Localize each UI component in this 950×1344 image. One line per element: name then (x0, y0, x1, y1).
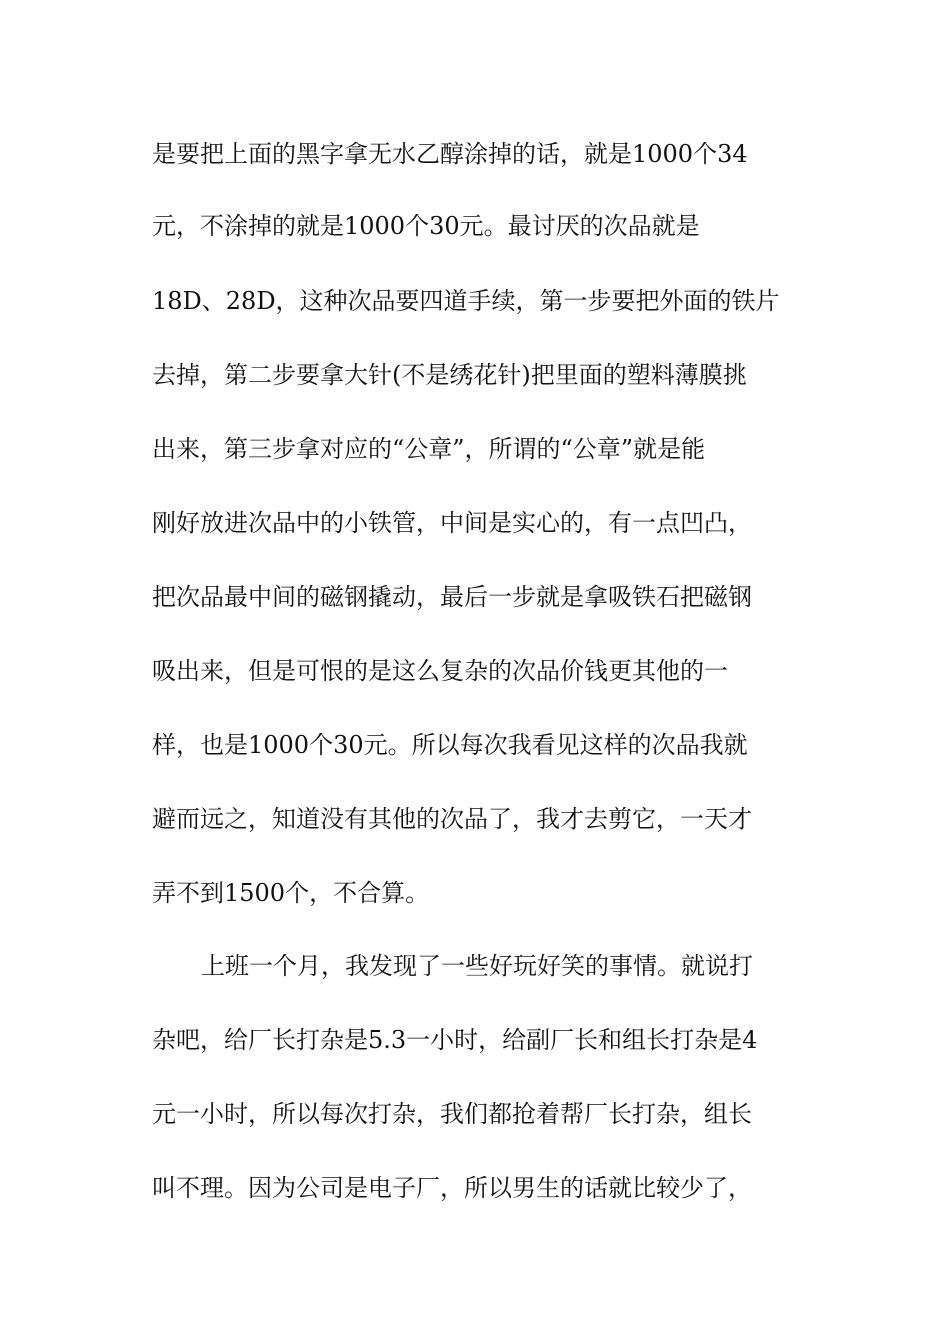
text-line: 杂吧，给厂长打杂是5.3一小时，给副厂长和组长打杂是4 (152, 1026, 758, 1054)
text-line: 避而远之，知道没有其他的次品了，我才去剪它，一天才 (152, 805, 752, 833)
text-line: 18D、28D，这种次品要四道手续，第一步要把外面的铁片 (152, 287, 780, 315)
text-line: 样，也是1000个30元。所以每次我看见这样的次品我就 (152, 731, 748, 759)
text-line: 刚好放进次品中的小铁管，中间是实心的，有一点凹凸， (152, 509, 752, 537)
text-line: 出来，第三步拿对应的“公章”，所谓的“公章”就是能 (152, 435, 706, 463)
text-line: 把次品最中间的磁钢撬动，最后一步就是拿吸铁石把磁钢 (152, 583, 752, 611)
text-line: 元，不涂掉的就是1000个30元。最讨厌的次品就是 (152, 212, 700, 240)
text-line: 弄不到1500个，不合算。 (152, 879, 430, 907)
text-line: 吸出来，但是可恨的是这么复杂的次品价钱更其他的一 (152, 657, 728, 685)
paragraph-first-line: 上班一个月，我发现了一些好玩好笑的事情。就说打 (201, 952, 753, 980)
text-line: 元一小时，所以每次打杂，我们都抢着帮厂长打杂，组长 (152, 1100, 752, 1128)
text-line: 叫不理。因为公司是电子厂，所以男生的话就比较少了， (152, 1174, 752, 1202)
text-line: 是要把上面的黑字拿无水乙醇涂掉的话，就是1000个34 (152, 140, 748, 168)
text-line: 去掉，第二步要拿大针(不是绣花针)把里面的塑料薄膜挑 (152, 361, 747, 389)
